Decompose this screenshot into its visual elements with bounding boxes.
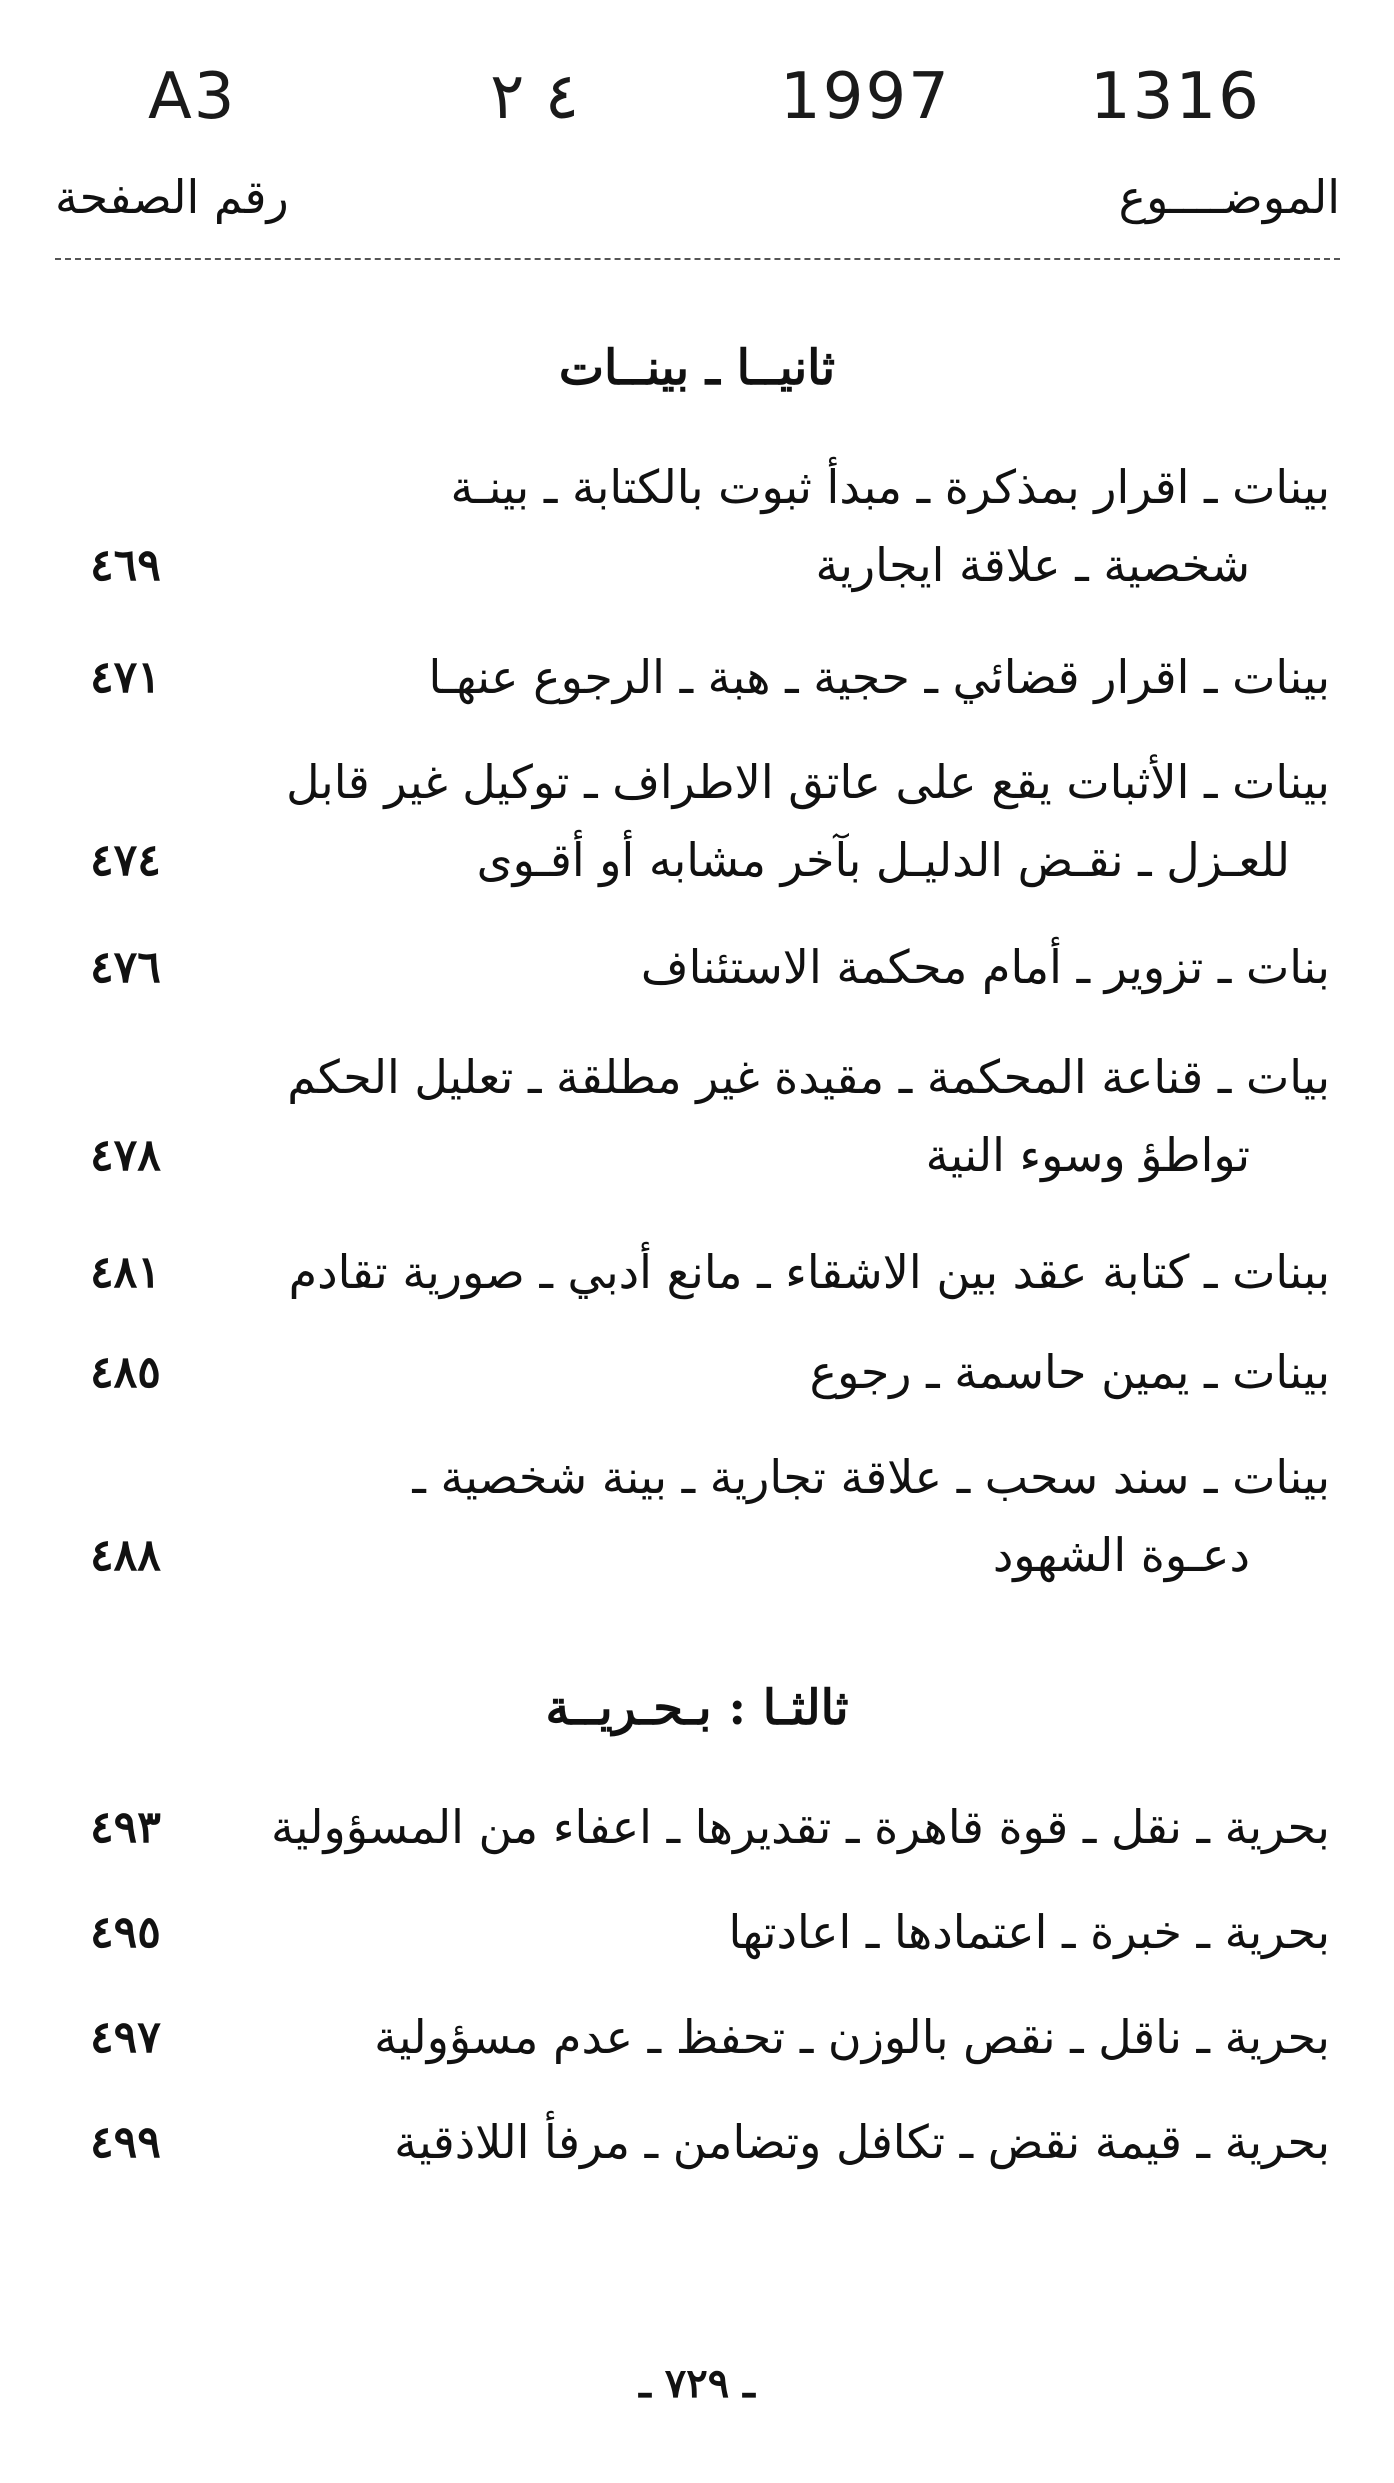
entry-line: بحرية ـ قيمة نقض ـ تكافل وتضامن ـ مرفأ اللاذقية <box>394 2115 1330 2169</box>
entry-line: بينات ـ يمين حاسمة ـ رجوع <box>809 1345 1330 1399</box>
entry-page-number: ٤٧١ <box>90 652 161 703</box>
entry-page-number: ٤٨٥ <box>90 1347 161 1398</box>
index-header <box>55 170 1340 240</box>
entry-line: بينات ـ الأثبات يقع على عاتق الاطراف ـ توكيل غير قابل <box>286 755 1330 809</box>
entry-page-number: ٤٧٨ <box>90 1130 161 1181</box>
entry-line: شخصية ـ علاقة ايجارية <box>815 538 1250 592</box>
entry-line: بيات ـ قناعة المحكمة ـ مقيدة غير مطلقة ـ تعليل الحكم <box>287 1050 1330 1104</box>
subject-column-label: الموضــــوع <box>1118 170 1340 224</box>
entry-page-number: ٤٩٩ <box>90 2117 161 2168</box>
entry-page-number: ٤٨٨ <box>90 1530 161 1581</box>
handwritten-year: 1997 <box>780 60 951 134</box>
header-divider <box>55 258 1340 260</box>
entry-line: بحرية ـ ناقل ـ نقص بالوزن ـ تحفظ ـ عدم مسؤولية <box>374 2010 1330 2064</box>
entry-page-number: ٤٧٦ <box>90 942 161 993</box>
entry-line: بحرية ـ نقل ـ قوة قاهرة ـ تقديرها ـ اعفاء من المسؤولية <box>270 1800 1330 1854</box>
entry-line: بينات ـ اقرار بمذكرة ـ مبدأ ثبوت بالكتابة ـ بينـة <box>450 460 1330 514</box>
entry-page-number: ٤٨١ <box>90 1247 161 1298</box>
entry-line: ببنات ـ كتابة عقد بين الاشقاء ـ مانع أدبي ـ صورية تقادم <box>288 1245 1330 1299</box>
entry-line: بينات ـ سند سحب ـ علاقة تجارية ـ بينة شخصية ـ <box>412 1450 1330 1504</box>
entry-line: بنات ـ تزوير ـ أمام محكمة الاستئناف <box>640 940 1330 994</box>
page-footer-number: ـ ٧٢٩ ـ <box>639 2360 755 2407</box>
entry-line: تواطؤ وسوء النية <box>925 1128 1250 1182</box>
handwritten-number: 1316 <box>1090 60 1261 134</box>
handwritten-volume: ٤ ٢ <box>490 60 580 134</box>
entry-line: بحرية ـ خبرة ـ اعتمادها ـ اعادتها <box>728 1905 1330 1959</box>
entry-page-number: ٤٩٥ <box>90 1907 161 1958</box>
section-title-evidence: ثانيــا ـ بينــات <box>558 340 836 396</box>
page-column-label: رقم الصفحة <box>55 170 289 224</box>
entry-line: بينات ـ اقرار قضائي ـ حجية ـ هبة ـ الرجوع عنهـا <box>428 650 1330 704</box>
section-title-maritime: ثالثـا : بـحـريــة <box>545 1680 849 1736</box>
entry-page-number: ٤٦٩ <box>90 540 161 591</box>
entry-page-number: ٤٩٣ <box>90 1802 161 1853</box>
entry-page-number: ٤٩٧ <box>90 2012 161 2063</box>
handwritten-code: A3 <box>148 60 237 134</box>
entry-line: للعـزل ـ نقـض الدليـل بآخر مشابه أو أقـوى <box>476 833 1290 887</box>
entry-page-number: ٤٧٤ <box>90 835 161 886</box>
entry-line: دعـوة الشهود <box>992 1528 1250 1582</box>
